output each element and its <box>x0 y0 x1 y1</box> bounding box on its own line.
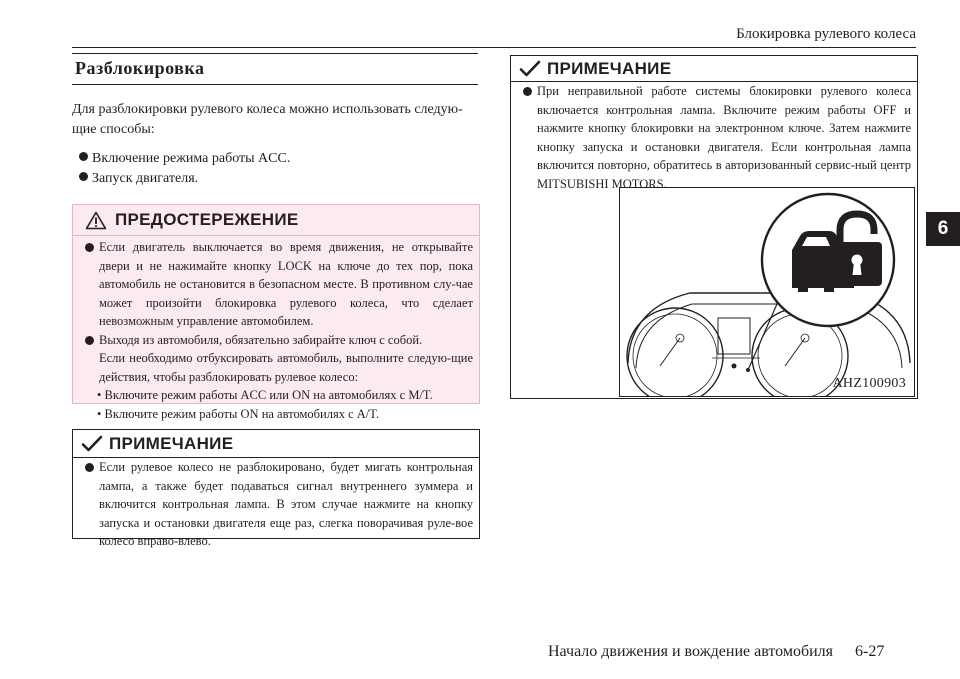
sub-item: • Включите режим работы ACC или ON на автомобилях с M/T. <box>97 388 433 402</box>
instrument-cluster-illustration <box>620 188 915 397</box>
checkmark-pencil-icon <box>81 435 103 453</box>
note-title: ПРИМЕЧАНИЕ <box>109 433 234 453</box>
list-item-text: Если необходимо отбуксировать автомобиль, выполните следую-щие действия, чтобы разблокировать рулевое колесо: <box>99 351 473 384</box>
checkmark-pencil-icon <box>519 60 541 78</box>
list-item <box>523 82 911 193</box>
note-body <box>511 81 917 193</box>
list-item <box>79 169 290 189</box>
sub-item: • Включите режим работы ON на автомобилях с A/T. <box>97 406 380 421</box>
list-item-text: При неправильной работе системы блокировки рулевого колеса включается контрольная лампа. Включите режим работы OFF и нажмите кнопку блокировки на электронном ключе. Затем нажмите кнопку запуска и остановки двигателя. Если контрольная лампа включится повторно, обратитесь в авторизованный сервис-ный центр MITSUBISHI MOTORS. <box>537 84 911 191</box>
list-item <box>85 458 473 551</box>
list-item <box>85 238 473 331</box>
warning-box <box>72 204 480 421</box>
section-title: Разблокировка <box>72 53 478 85</box>
bullet-icon <box>85 463 94 472</box>
bullet-icon <box>523 87 532 96</box>
bullet-icon <box>79 152 88 161</box>
list-item-text: Запуск двигателя. <box>92 171 199 186</box>
footer-section: Начало движения и вождение автомобиля <box>548 643 834 660</box>
list-item-text: Включение режима работы ACC. <box>92 151 291 166</box>
bullet-icon <box>85 336 94 345</box>
warning-triangle-icon <box>85 211 107 230</box>
warning-title: ПРЕДОСТЕРЕЖЕНИЕ <box>115 210 299 229</box>
bullet-icon <box>85 243 94 252</box>
instrument-cluster-figure <box>619 187 915 397</box>
page-number: 6-27 <box>855 643 885 660</box>
running-header: Блокировка рулевого колеса <box>736 26 916 42</box>
warning-body <box>73 235 479 423</box>
chapter-tab[interactable]: 6 <box>926 212 960 246</box>
warning-header <box>73 205 479 235</box>
note-header <box>73 430 479 457</box>
list-item-text: Если рулевое колесо не разблокировано, будет мигать контрольная лампа, а также будет подаваться сигнал внутреннего зуммера и включится контрольная лампа. В этом случае нажмите на кнопку запуска и остановки двигателя еще раз, слегка поворачивая руле-вое колесо вправо-влево. <box>99 460 473 548</box>
bullet-icon <box>79 172 88 181</box>
intro-line-1: Для разблокировки рулевого колеса можно использовать следую- <box>72 102 463 117</box>
list-item <box>85 349 473 386</box>
page-footer <box>548 643 884 661</box>
list-item-text: Выходя из автомобиля, обязательно забирайте ключ с собой. <box>99 332 423 347</box>
list-item-text: Если двигатель выключается во время движения, не открывайте двери и не нажимайте кнопку LOCK на ключе до тех пор, пока автомобиль не остановится в безопасном месте. В противном слу-чае может произойти блокировка рулевого колеса, что сделает невозможным управление автомобилем. <box>99 240 473 328</box>
note-title: ПРИМЕЧАНИЕ <box>547 58 672 78</box>
note-header <box>511 56 917 81</box>
intro-paragraph <box>72 100 480 140</box>
header-rule <box>72 47 916 48</box>
note-box-left <box>72 429 480 548</box>
note-body <box>73 457 479 551</box>
list-item <box>85 331 473 350</box>
unlock-methods-list <box>79 149 290 189</box>
figure-code: AHZ100903 <box>832 376 906 391</box>
list-item <box>79 149 290 169</box>
intro-line-2: щие способы: <box>72 122 155 137</box>
